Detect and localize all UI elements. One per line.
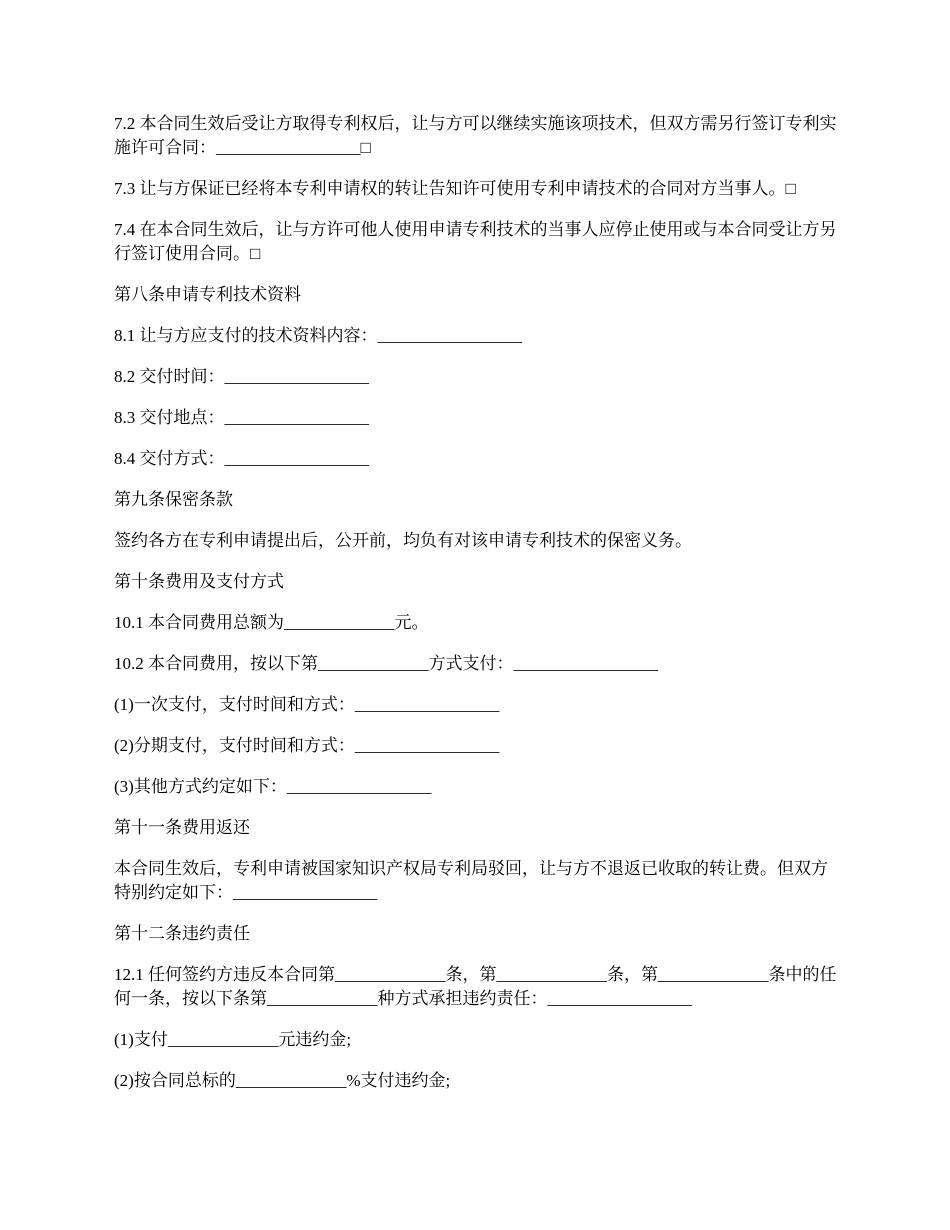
clause-10-2-option-3: (3)其他方式约定如下：_________________ (114, 777, 432, 796)
article-11-heading: 第十一条费用返还 (114, 818, 250, 837)
clause-8-1: 8.1 让与方应支付的技术资料内容：_________________ (114, 326, 522, 345)
clause-7-3: 7.3 让与方保证已经将本专利申请权的转让告知许可使用专利申请技术的合同对方当事人。□ (114, 179, 796, 198)
clause-7-4: 7.4 在本合同生效后，让与方许可他人使用申请专利技术的当事人应停止使用或与本合同受让方另行签订使用合同。□ (114, 220, 837, 263)
clause-10-2-option-1: (1)一次支付，支付时间和方式：_________________ (114, 695, 500, 714)
clause-10-2: 10.2 本合同费用，按以下第_____________方式支付：_________________ (114, 654, 658, 673)
clause-12-1: 12.1 任何签约方违反本合同第_____________条，第_____________条，第_____________条中的任何一条，按以下条第_____________种方式承担违约责任：_________________ (114, 965, 837, 1008)
clause-7-2: 7.2 本合同生效后受让方取得专利权后，让与方可以继续实施该项技术，但双方需另行签订专利实施许可合同：_________________□ (114, 114, 837, 157)
clause-12-1-option-2: (2)按合同总标的_____________%支付违约金; (114, 1071, 451, 1090)
article-9-body: 签约各方在专利申请提出后，公开前，均负有对该申请专利技术的保密义务。 (114, 531, 692, 550)
clause-8-2: 8.2 交付时间：_________________ (114, 367, 369, 386)
article-8-heading: 第八条申请专利技术资料 (114, 285, 301, 304)
document-body (114, 112, 844, 1110)
clause-12-1-option-1: (1)支付_____________元违约金; (114, 1030, 352, 1049)
article-9-heading: 第九条保密条款 (114, 490, 233, 509)
clause-10-1: 10.1 本合同费用总额为_____________元。 (114, 613, 429, 632)
article-10-heading: 第十条费用及支付方式 (114, 572, 284, 591)
article-12-heading: 第十二条违约责任 (114, 924, 250, 943)
article-11-body: 本合同生效后，专利申请被国家知识产权局专利局驳回，让与方不退返已收取的转让费。但双方特别约定如下：_________________ (114, 859, 828, 902)
clause-10-2-option-2: (2)分期支付，支付时间和方式：_________________ (114, 736, 500, 755)
clause-8-4: 8.4 交付方式：_________________ (114, 449, 369, 468)
clause-8-3: 8.3 交付地点：_________________ (114, 408, 369, 427)
